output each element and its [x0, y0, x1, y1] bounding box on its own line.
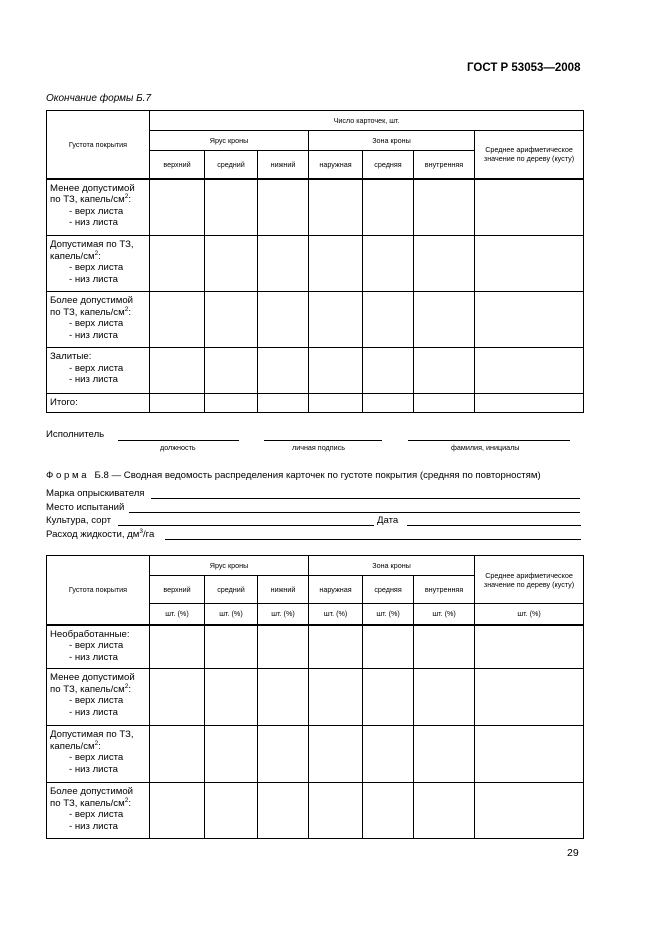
crown-tier-header: Ярус кроны: [150, 131, 309, 151]
col-lower: нижний: [258, 576, 309, 604]
mean-value-header: Среднее арифметическое значение по дереву (кусту): [475, 556, 584, 604]
col-lower: нижний: [258, 151, 309, 179]
unit-cell: шт. (%): [414, 604, 475, 625]
crown-zone-header: Зона кроны: [309, 131, 475, 151]
unit-cell: шт. (%): [363, 604, 414, 625]
crop-label: Культура, сорт: [46, 515, 111, 526]
page-number: 29: [567, 847, 579, 859]
row-label: Залитые: - верх листа - низ листа: [47, 348, 150, 394]
flow-line[interactable]: [165, 539, 581, 540]
table-row: [47, 783, 584, 839]
coverage-column-header: Густота покрытия: [47, 111, 150, 179]
date-line[interactable]: [407, 525, 581, 526]
table-row: [47, 179, 584, 236]
col-upper: верхний: [150, 151, 205, 179]
unit-cell: шт. (%): [309, 604, 363, 625]
col-inner: внутренняя: [414, 151, 475, 179]
unit-cell: шт. (%): [258, 604, 309, 625]
row-label: Менее допустимой по ТЗ, капель/$см^2$: - верх листа - низ листа: [47, 179, 150, 236]
table-row: [47, 236, 584, 292]
col-mid-zone: средняя: [363, 151, 414, 179]
row-label: Более допустимой по ТЗ, капель/$см^2$: - верх листа - низ листа: [47, 292, 150, 348]
row-label: Менее допустимой по ТЗ, капель/$см^2$: - верх листа - низ листа: [47, 669, 150, 726]
table-row: [47, 669, 584, 726]
date-label: Дата: [377, 515, 399, 526]
form-b8-title: Ф о р м а Б.8 — Сводная ведомость распределения карточек по густоте покрытия (средняя по повторностям): [46, 470, 541, 481]
unit-cell: шт. (%): [205, 604, 258, 625]
place-label: Место испытаний: [46, 502, 125, 513]
name-line[interactable]: [408, 440, 570, 441]
row-label: Более допустимой по ТЗ, капель/$см^2$: - верх листа - низ листа: [47, 783, 150, 839]
col-middle: средний: [205, 151, 258, 179]
name-caption: фамилия, инициалы: [451, 443, 520, 452]
table-row: [47, 726, 584, 783]
col-outer: наружная: [309, 151, 363, 179]
sprayer-label: Марка опрыскивателя: [46, 488, 145, 499]
form-b8-table: [46, 555, 584, 839]
row-label: Допустимая по ТЗ, капель/$см^2$: - верх листа - низ листа: [47, 236, 150, 292]
place-line[interactable]: [129, 512, 580, 513]
sprayer-line[interactable]: [151, 498, 580, 499]
document-code: ГОСТ Р 53053—2008: [467, 62, 581, 74]
flow-label: Расход жидкости, $дм^3/га$: [46, 527, 155, 540]
position-caption: должность: [160, 443, 196, 452]
table-row: [47, 292, 584, 348]
col-middle: средний: [205, 576, 258, 604]
coverage-column-header: Густота покрытия: [47, 556, 150, 625]
col-inner: внутренняя: [414, 576, 475, 604]
executor-label: Исполнитель: [46, 429, 105, 440]
col-mid-zone: средняя: [363, 576, 414, 604]
crown-zone-header: Зона кроны: [309, 556, 475, 576]
crop-line[interactable]: [118, 525, 374, 526]
row-label: Необработанные: - верх листа - низ листа: [47, 625, 150, 669]
signature-caption: личная подпись: [292, 443, 345, 452]
cards-count-header: Число карточек, шт.: [150, 111, 584, 131]
row-label: Допустимая по ТЗ, капель/$см^2$: - верх листа - низ листа: [47, 726, 150, 783]
form-b7-table: [46, 110, 584, 413]
crown-tier-header: Ярус кроны: [150, 556, 309, 576]
col-outer: наружная: [309, 576, 363, 604]
table-row: [47, 394, 584, 413]
table-row: [47, 348, 584, 394]
signature-line[interactable]: [264, 440, 382, 441]
position-line[interactable]: [118, 440, 239, 441]
col-upper: верхний: [150, 576, 205, 604]
unit-cell: шт. (%): [475, 604, 584, 625]
mean-value-header: Среднее арифметическое значение по дереву (кусту): [475, 131, 584, 179]
table-row: [47, 625, 584, 669]
unit-cell: шт. (%): [150, 604, 205, 625]
continuation-caption: Окончание формы Б.7: [46, 93, 152, 104]
total-label: Итого:: [47, 394, 150, 413]
